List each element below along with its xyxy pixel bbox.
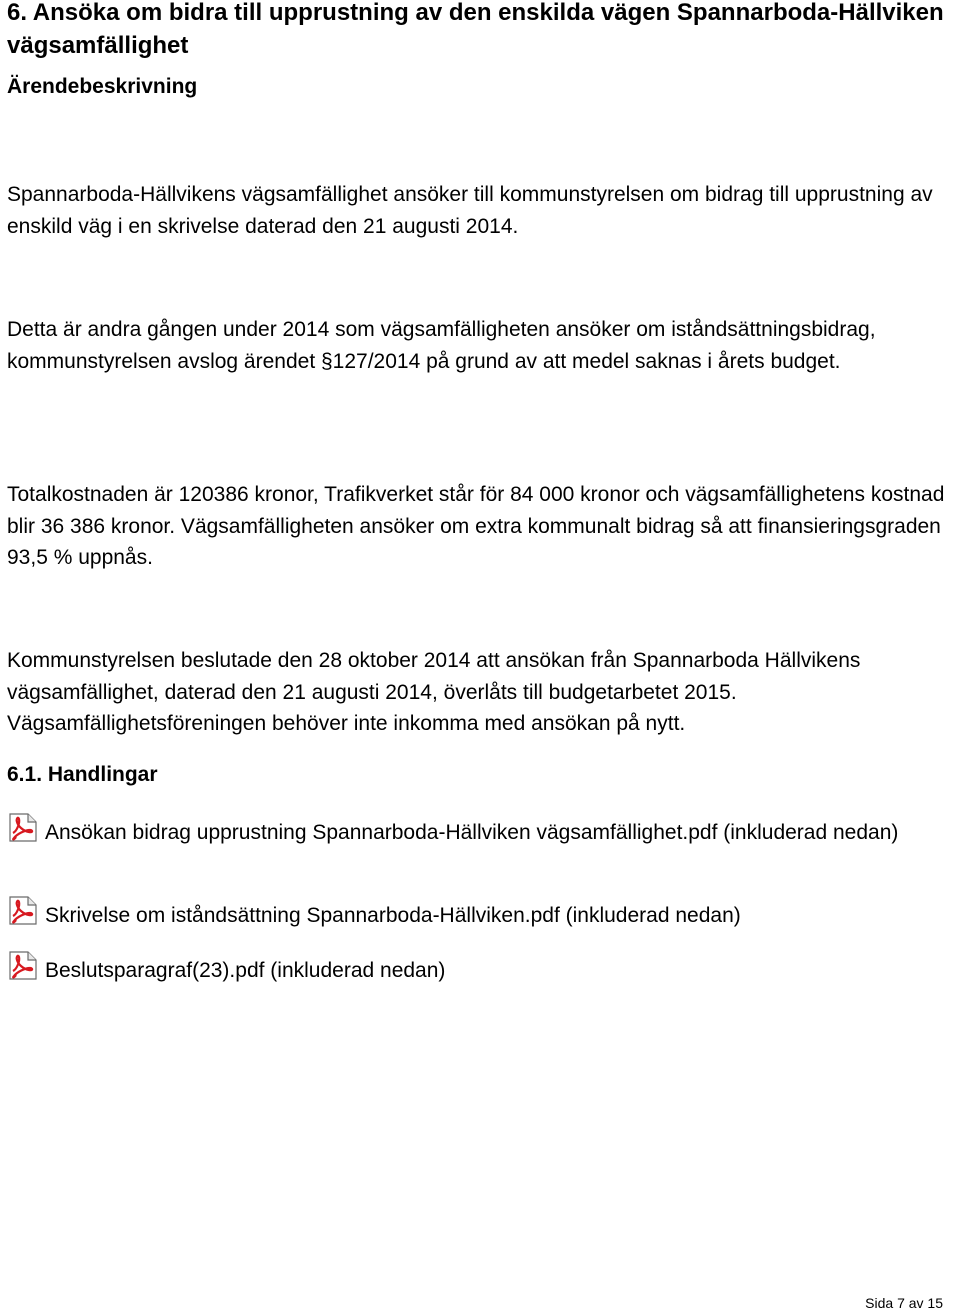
attachment-link-application[interactable]: [7, 813, 952, 849]
page-number: Sida 7 av 15: [865, 1295, 943, 1311]
paragraph-previous-application: Detta är andra gången under 2014 som vägsamfälligheten ansöker om iståndsättningsbidrag, kommunstyrelsen avslog ärendet §127/2014 på grund av att medel saknas i årets budget.: [7, 318, 876, 373]
paragraph-decision: Kommunstyrelsen beslutade den 28 oktober 2014 att ansökan från Spannarboda Hällvikens vägsamfällighet, daterad den 21 augusti 2014, överlåts till budgetarbetet 2015. Vägsamfällighetsföreningen behöver inte inkomma med ansökan på nytt.: [7, 649, 861, 735]
attachment-label: Skrivelse om iståndsättning Spannarboda-Hällviken.pdf (inkluderad nedan): [45, 904, 741, 927]
documents-section-heading: 6.1. Handlingar: [7, 763, 158, 786]
pdf-icon: [7, 896, 39, 926]
paragraph-total-cost: Totalkostnaden är 120386 kronor, Trafikverket står för 84 000 kronor och vägsamfällighetens kostnad blir 36 386 kronor. Vägsamfälligheten ansöker om extra kommunalt bidrag så att finansieringsgraden 93,5 % uppnås.: [7, 483, 945, 569]
attachment-label: Beslutsparagraf(23).pdf (inkluderad nedan): [45, 959, 446, 982]
case-description-heading: Ärendebeskrivning: [7, 75, 198, 98]
attachment-link-letter[interactable]: [7, 896, 952, 932]
pdf-icon: [7, 813, 39, 843]
attachment-label: Ansökan bidrag upprustning Spannarboda-Hällviken vägsamfällighet.pdf (inkluderad nedan): [45, 821, 899, 844]
document-title: 6. Ansöka om bidra till upprustning av den enskilda vägen Spannarboda-Hällviken vägsamfällighet: [7, 0, 944, 59]
pdf-icon: [7, 951, 39, 981]
attachment-link-decision-paragraph[interactable]: [7, 951, 952, 987]
paragraph-application: Spannarboda-Hällvikens vägsamfällighet ansöker till kommunstyrelsen om bidrag till upprustning av enskild väg i en skrivelse daterad den 21 augusti 2014.: [7, 183, 933, 238]
